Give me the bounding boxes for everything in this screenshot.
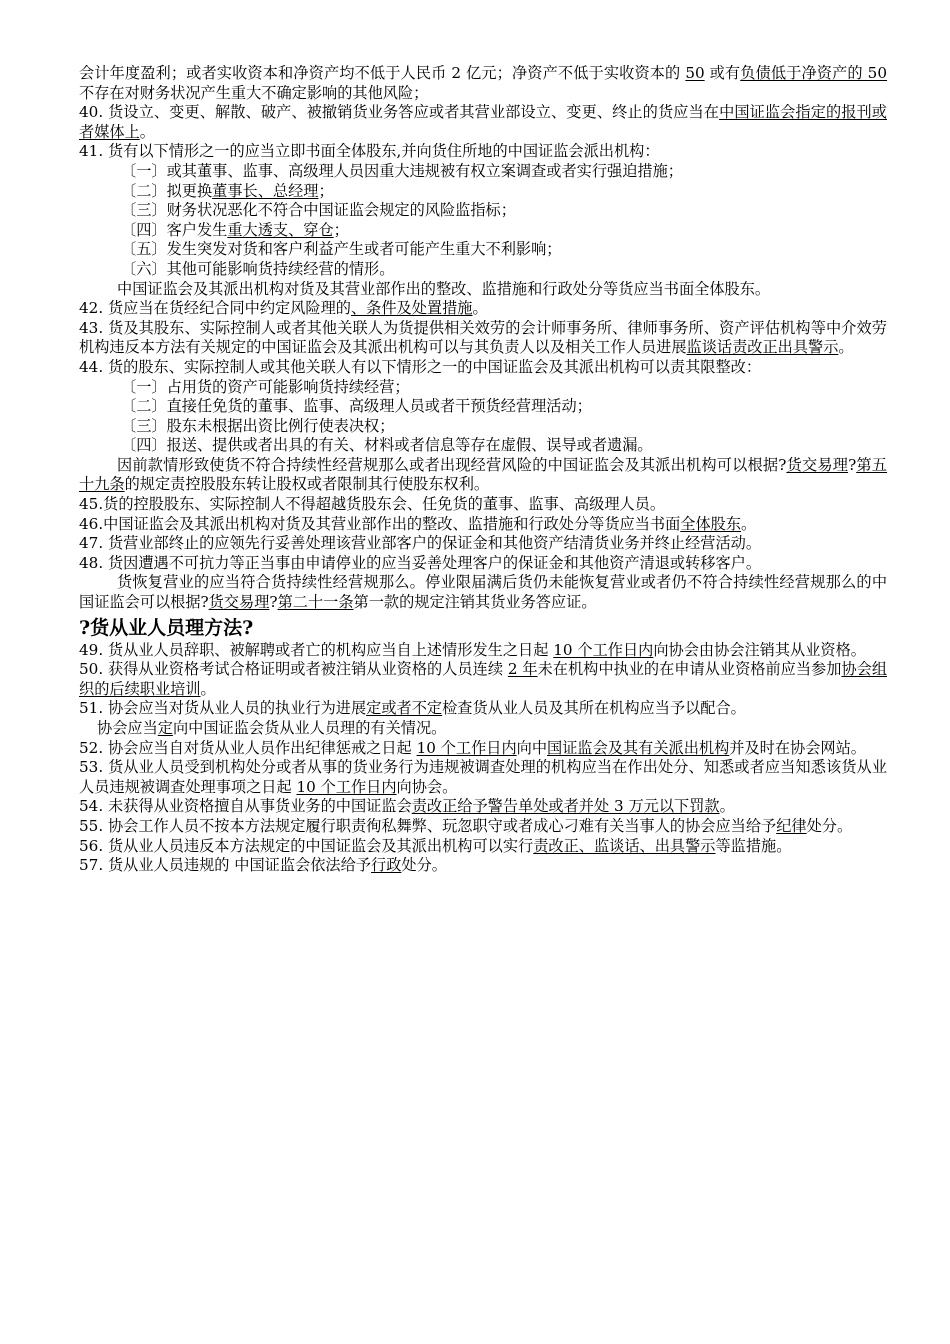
item-41-sub-2: 〔二〕拟更换董事长、总经理； [121, 181, 334, 200]
document-body [79, 64, 887, 876]
item-51-note: 协会应当定向中国证监会货从业人员理的有关情况。 [97, 719, 447, 737]
item-44-sub-2: 〔二〕直接任免货的董事、监事、高级理人员或者干预货经营理活动； [121, 397, 592, 416]
item-54: 54. 未获得从业资格擅自从事货业务的中国证监会责改正给予警告单处或者并处 3 万元以下罚款。 [79, 797, 735, 816]
item-47: 47. 货营业部终止的应领先行妥善处理该营业部客户的保证金和其他资产结清货业务并终止经营活动。 [79, 534, 762, 553]
item-40: 40. 货设立、变更、解散、破产、被撤销货业务答应或者其营业部设立、变更、终止的货应当在中国证监会指定的报刊或者媒体上。 [79, 103, 887, 141]
item-44-sub-1: 〔一〕占用货的资产可能影响货持续经营； [121, 377, 410, 396]
item-41-sub-6: 〔六〕其他可能影响货持续经营的情形。 [121, 259, 395, 278]
paragraph-continuation: 会计年度盈利；或者实收资本和净资产均不低于人民币 2 亿元；净资产不低于实收资本的 50 或有负债低于净资产的 50 不存在对财务状况产生重大不确定影响的其他风险； [79, 64, 887, 102]
item-41-note: 中国证监会及其派出机构对货及其营业部作出的整改、监措施和行政处分等货应当书面全体股东。 [117, 279, 771, 298]
item-41: 41. 货有以下情形之一的应当立即书面全体股东,并向货住所地的中国证监会派出机构： [79, 142, 660, 161]
item-48: 48. 货因遭遇不可抗力等正当事由申请停业的应当妥善处理客户的保证金和其他资产清退或转移客户。 [79, 553, 762, 572]
item-48-note: 货恢复营业的应当符合货持续性经营规那么。停业限届满后货仍未能恢复营业或者仍不符合持续性经营规那么的中国证监会可以根据?货交易理?第二十一条第一款的规定注销其货业务答应证。 [79, 573, 887, 612]
item-57: 57. 货从业人员违规的 中国证监会依法给予行政处分。 [79, 856, 447, 875]
item-41-sub-5: 〔五〕发生突发对货和客户利益产生或者可能产生重大不利影响； [121, 240, 562, 259]
section-heading: ?货从业人员理方法? [79, 616, 254, 639]
item-46: 46.中国证监会及其派出机构对货及其营业部作出的整改、监措施和行政处分等货应当书面全体股东。 [79, 514, 757, 533]
item-44: 44. 货的股东、实际控制人或其他关联人有以下情形之一的中国证监会及其派出机构可以责其限整改： [79, 357, 762, 376]
item-41-sub-3: 〔三〕财务状况恶化不符合中国证监会规定的风险监指标； [121, 201, 516, 220]
item-49: 49. 货从业人员辞职、被解聘或者亡的机构应当自上述情形发生之日起 10 个工作日内向协会由协会注销其从业资格。 [79, 640, 866, 659]
item-42: 42. 货应当在货经纪合同中约定风险理的、条件及处置措施。 [79, 299, 488, 318]
item-43: 43. 货及其股东、实际控制人或者其他关联人为货提供相关效劳的会计师事务所、律师事务所、资产评估机构等中介效劳机构违反本方法有关规定的中国证监会及其派出机构可以与其负责人以及相关工作人员进展监谈话责改正出具警示。 [79, 318, 887, 357]
item-44-note: 因前款情形致使货不符合持续性经营规那么或者出现经营风险的中国证监会及其派出机构可以根据?货交易理?第五十九条的规定责控股股东转让股权或者限制其行使股东权利。 [79, 455, 887, 494]
item-56: 56. 货从业人员违反本方法规定的中国证监会及其派出机构可以实行责改正、监谈话、出具警示等监措施。 [79, 836, 792, 855]
item-44-sub-4: 〔四〕报送、提供或者出具的有关、材料或者信息等存在虚假、误导或者遗漏。 [121, 436, 653, 455]
item-53: 53. 货从业人员受到机构处分或者从事的货业务行为违规被调查处理的机构应当在作出处分、知悉或者应当知悉该货从业人员违规被调查处理事项之日起 10 个工作日内向协会。 [79, 758, 887, 796]
item-45: 45.货的控股股东、实际控制人不得超越货股东会、任免货的董事、监事、高级理人员。 [79, 495, 666, 514]
item-44-sub-3: 〔三〕股东未根据出资比例行使表决权； [121, 416, 395, 435]
item-55: 55. 协会工作人员不按本方法规定履行职责徇私舞弊、玩忽职守或者成心刁难有关当事人的协会应当给予纪律处分。 [79, 816, 853, 835]
item-50: 50. 获得从业资格考试合格证明或者被注销从业资格的人员连续 2 年未在机构中执业的在申请从业资格前应当参加协会组织的后续职业培训。 [79, 660, 888, 698]
item-51: 51. 协会应当对货从业人员的执业行为进展定或者不定检查货从业人员及其所在机构应当予以配合。 [79, 699, 746, 718]
item-41-sub-4: 〔四〕客户发生重大透支、穿仓； [121, 220, 349, 239]
item-41-sub-1: 〔一〕或其董事、监事、高级理人员因重大违规被有权立案调查或者实行强迫措施； [121, 161, 683, 180]
item-52: 52. 协会应当自对货从业人员作出纪律惩戒之日起 10 个工作日内向中国证监会及其有关派出机构并及时在协会网站。 [79, 738, 866, 757]
